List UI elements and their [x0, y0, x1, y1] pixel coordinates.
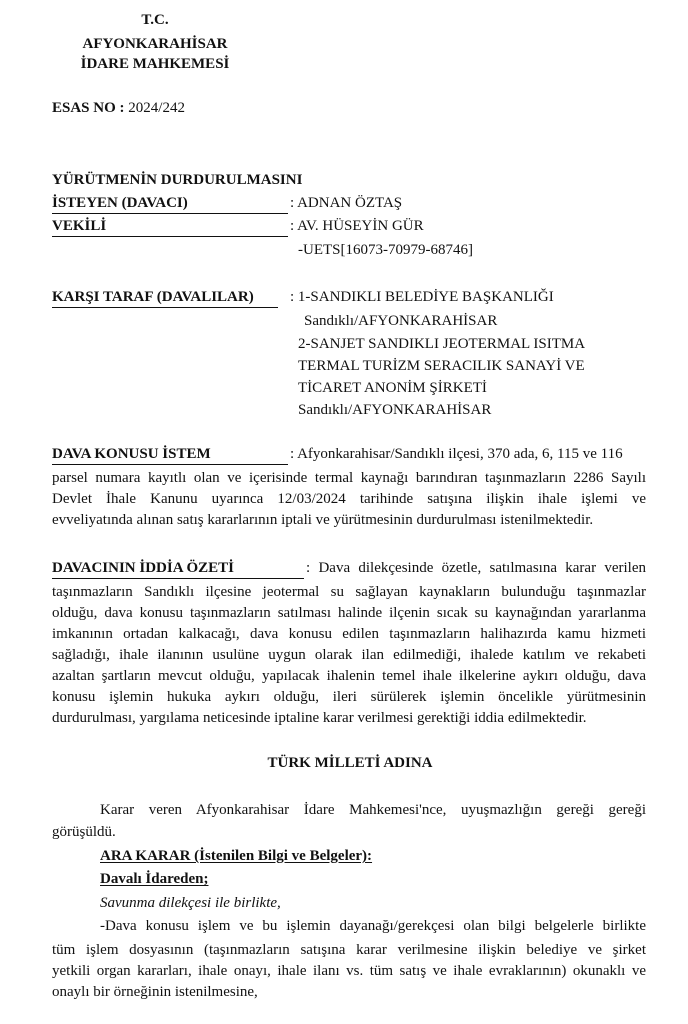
defendant-line: : 1-SANDIKLI BELEDİYE BAŞKANLIĞI — [290, 289, 554, 305]
subject-label: DAVA KONUSU İSTEM — [52, 446, 211, 462]
defendant-line: Sandıklı/AFYONKARAHİSAR — [304, 313, 498, 329]
defendant-line: Sandıklı/AFYONKARAHİSAR — [298, 402, 492, 418]
case-number-label: ESAS NO : — [52, 100, 125, 116]
interim-decision-title: ARA KARAR (İstenilen Bilgi ve Belgeler): — [100, 848, 373, 864]
subject-line: evveliyatında alınan satış kararlarının iptali ve yürütmesinin durdurulması istenilmektedir. — [52, 512, 594, 528]
applicant-underline — [52, 213, 288, 214]
decision-heading: TÜRK MİLLETİ ADINA — [267, 755, 433, 771]
claim-line: taşınmazların Sandıklı ilçesine jeotermal su sağlayan kaynakların bulunduğu taşınmazlar — [52, 584, 646, 600]
claim-line: durdurulması, yargılama neticesinde iptaline karar verilmesi gerektiği iddia edilmektedir. — [52, 710, 587, 726]
attorney-underline — [52, 236, 288, 237]
defendant-label: KARŞI TARAF (DAVALILAR) — [52, 289, 254, 305]
city-label: AFYONKARAHİSAR — [82, 36, 228, 52]
from-administration-label: Davalı İdareden; — [100, 871, 209, 887]
request-line: yetkili organ kararları, ihale onayı, ihale ilanı vs. tüm satış ve ihale evraklarının) okunaklı ve — [52, 963, 646, 979]
claim-line: olduğu, dava konusu taşınmazların satılması halinde ilçenin sıcak su kaynağından yararlanma — [52, 605, 646, 621]
claim-label: DAVACININ İDDİA ÖZETİ — [52, 560, 234, 576]
claim-line: sağladığı, ihale ilanının usulüne uygun olarak ilan edilmediği, ihalede katılım ve rekabeti — [52, 647, 646, 663]
court-header — [40, 10, 270, 74]
republic-label: T.C. — [141, 12, 169, 28]
subject-line: parsel numara kayıtlı olan ve içerisinde termal kaynağı barındıran taşınmazların 2286 Sayılı — [52, 470, 646, 486]
with-defense-note: Savunma dilekçesi ile birlikte, — [100, 895, 281, 911]
case-number-value: 2024/242 — [128, 100, 185, 116]
defendant-line: TİCARET ANONİM ŞİRKETİ — [298, 380, 487, 396]
request-line: tüm işlem dosyasının (taşınmazların satışına karar verilmesine ilişkin belediye ve şirket — [52, 942, 646, 958]
claim-line: : Dava dilekçesinde özetle, satılmasına karar verilen — [306, 560, 646, 576]
attorney-uets: -UETS[16073-70979-68746] — [298, 242, 473, 258]
defendant-line: 2-SANJET SANDIKLI JEOTERMAL ISITMA — [298, 336, 586, 352]
claim-line: azaltan şartların mevcut olduğu, yapılacak ihalenin temel ihale ilkelerine aykırı olduğu, dava — [52, 668, 646, 684]
subject-underline — [52, 464, 288, 465]
request-line: onaylı bir örneğinin istenilmesine, — [52, 984, 258, 1000]
claim-paragraph — [52, 582, 646, 729]
court-name: İDARE MAHKEMESİ — [80, 56, 230, 72]
claim-line: imkanının ortadan kalkacağı, dava konusu edilen taşınmazların halihazırda kamu hizmeti — [52, 626, 646, 642]
applicant-label-line2: İSTEYEN (DAVACI) — [52, 195, 188, 211]
claim-underline — [52, 578, 304, 579]
attorney-label: VEKİLİ — [52, 218, 107, 234]
request-paragraph — [52, 940, 646, 1003]
request-line: -Dava konusu işlem ve bu işlemin dayanağı/gerekçesi olan bilgi belgelerle birlikte — [100, 918, 646, 934]
attorney-value: : AV. HÜSEYİN GÜR — [290, 218, 424, 234]
decision-intro-line: görüşüldü. — [52, 824, 116, 840]
decision-intro-line: Karar veren Afyonkarahisar İdare Mahkemesi'nce, uyuşmazlığın gereği gereği — [100, 802, 646, 818]
case-number — [52, 100, 185, 117]
defendant-underline — [52, 307, 278, 308]
subject-line: Devlet İhale Kanunu uyarınca 12/03/2024 tarihinde satışına ilişkin ihale işlemi ve — [52, 491, 646, 507]
subject-line: : Afyonkarahisar/Sandıklı ilçesi, 370 ada, 6, 115 ve 116 — [290, 446, 623, 462]
subject-paragraph — [52, 468, 646, 531]
claim-line: konusu işlemin hukuka aykırı olduğu, ileri sürülerek işlemin öncelikle yürütmesinin — [52, 689, 646, 705]
applicant-value: : ADNAN ÖZTAŞ — [290, 195, 403, 211]
defendant-line: TERMAL TURİZM SERACILIK SANAYİ VE — [298, 358, 585, 374]
applicant-label-line1: YÜRÜTMENİN DURDURULMASINI — [52, 172, 303, 188]
